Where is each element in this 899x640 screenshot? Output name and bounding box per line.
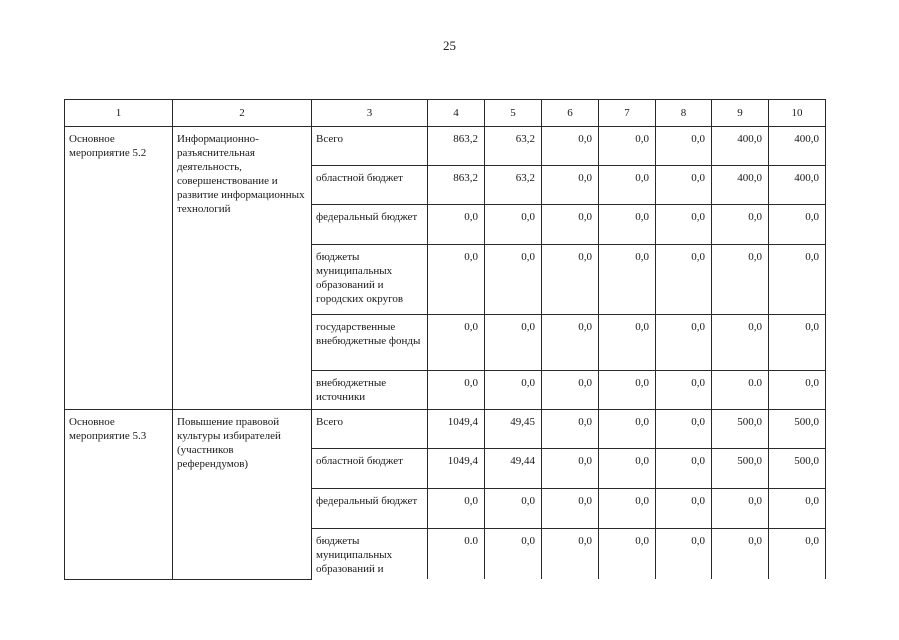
value-cell: 0,0 xyxy=(485,205,542,245)
value-cell: 0,0 xyxy=(599,449,656,489)
value-cell: 0,0 xyxy=(485,489,542,529)
value-cell: 0,0 xyxy=(769,315,826,371)
value-cell: 500,0 xyxy=(769,410,826,449)
value-cell: 1049,4 xyxy=(428,410,485,449)
funding-source-cell: Всего xyxy=(312,127,428,166)
funding-source-cell: бюджеты муниципальных образований и городских округов xyxy=(312,245,428,315)
value-cell: 0.0 xyxy=(428,529,485,580)
description-cell: Повышение правовой культуры избирателей (участников референдумов) xyxy=(173,410,312,580)
activity-cell: Основное мероприятие 5.2 xyxy=(65,127,173,410)
column-header: 1 xyxy=(65,100,173,127)
value-cell: 0,0 xyxy=(712,205,769,245)
value-cell: 0.0 xyxy=(712,371,769,410)
column-header: 5 xyxy=(485,100,542,127)
value-cell: 500,0 xyxy=(769,449,826,489)
value-cell: 0,0 xyxy=(599,529,656,580)
value-cell: 0,0 xyxy=(656,205,712,245)
value-cell: 63,2 xyxy=(485,166,542,205)
value-cell: 0,0 xyxy=(542,489,599,529)
funding-source-cell: государственные внебюджетные фонды xyxy=(312,315,428,371)
column-header: 6 xyxy=(542,100,599,127)
value-cell: 0,0 xyxy=(769,371,826,410)
value-cell: 0,0 xyxy=(542,529,599,580)
value-cell: 0,0 xyxy=(542,315,599,371)
value-cell: 0,0 xyxy=(712,245,769,315)
value-cell: 0,0 xyxy=(599,410,656,449)
header-row xyxy=(65,100,826,127)
value-cell: 0,0 xyxy=(542,166,599,205)
value-cell: 0,0 xyxy=(599,489,656,529)
value-cell: 0,0 xyxy=(712,489,769,529)
value-cell: 0,0 xyxy=(542,371,599,410)
budget-table xyxy=(64,99,826,580)
value-cell: 0,0 xyxy=(769,489,826,529)
value-cell: 0,0 xyxy=(712,529,769,580)
value-cell: 0,0 xyxy=(599,315,656,371)
value-cell: 1049,4 xyxy=(428,449,485,489)
value-cell: 0,0 xyxy=(428,315,485,371)
value-cell: 0,0 xyxy=(656,529,712,580)
value-cell: 0,0 xyxy=(656,315,712,371)
funding-source-cell: федеральный бюджет xyxy=(312,205,428,245)
value-cell: 400,0 xyxy=(712,127,769,166)
description-cell: Информационно-разъяснительная деятельность, совершенствование и развитие информационных технологий xyxy=(173,127,312,410)
value-cell: 0,0 xyxy=(656,245,712,315)
value-cell: 0,0 xyxy=(769,205,826,245)
value-cell: 0,0 xyxy=(542,410,599,449)
column-header: 10 xyxy=(769,100,826,127)
value-cell: 0,0 xyxy=(599,166,656,205)
value-cell: 0,0 xyxy=(542,245,599,315)
value-cell: 0,0 xyxy=(656,127,712,166)
value-cell: 0,0 xyxy=(428,489,485,529)
funding-source-cell: бюджеты муниципальных образований и xyxy=(312,529,428,580)
value-cell: 0,0 xyxy=(485,245,542,315)
value-cell: 0,0 xyxy=(656,489,712,529)
value-cell: 49,44 xyxy=(485,449,542,489)
table-row xyxy=(65,410,826,449)
value-cell: 0,0 xyxy=(542,449,599,489)
value-cell: 0,0 xyxy=(428,205,485,245)
value-cell: 0,0 xyxy=(428,371,485,410)
value-cell: 0,0 xyxy=(599,127,656,166)
value-cell: 0,0 xyxy=(542,127,599,166)
value-cell: 863,2 xyxy=(428,166,485,205)
value-cell: 0,0 xyxy=(485,529,542,580)
value-cell: 0,0 xyxy=(656,410,712,449)
column-header: 3 xyxy=(312,100,428,127)
value-cell: 0,0 xyxy=(656,371,712,410)
column-header: 4 xyxy=(428,100,485,127)
page-number: 25 xyxy=(443,38,456,53)
value-cell: 400,0 xyxy=(712,166,769,205)
value-cell: 0,0 xyxy=(542,205,599,245)
value-cell: 49,45 xyxy=(485,410,542,449)
value-cell: 0,0 xyxy=(769,529,826,580)
funding-source-cell: внебюджетные источники xyxy=(312,371,428,410)
table-row xyxy=(65,127,826,166)
funding-source-cell: областной бюджет xyxy=(312,166,428,205)
value-cell: 0,0 xyxy=(485,371,542,410)
value-cell: 0,0 xyxy=(656,449,712,489)
funding-source-cell: Всего xyxy=(312,410,428,449)
value-cell: 0,0 xyxy=(656,166,712,205)
column-header: 2 xyxy=(173,100,312,127)
value-cell: 0,0 xyxy=(485,315,542,371)
value-cell: 0,0 xyxy=(599,205,656,245)
value-cell: 0,0 xyxy=(428,245,485,315)
value-cell: 0,0 xyxy=(769,245,826,315)
column-header: 9 xyxy=(712,100,769,127)
value-cell: 63,2 xyxy=(485,127,542,166)
value-cell: 0,0 xyxy=(599,371,656,410)
value-cell: 500,0 xyxy=(712,449,769,489)
value-cell: 400,0 xyxy=(769,127,826,166)
activity-cell: Основное мероприятие 5.3 xyxy=(65,410,173,580)
value-cell: 400,0 xyxy=(769,166,826,205)
value-cell: 500,0 xyxy=(712,410,769,449)
value-cell: 0,0 xyxy=(599,245,656,315)
value-cell: 863,2 xyxy=(428,127,485,166)
funding-source-cell: федеральный бюджет xyxy=(312,489,428,529)
value-cell: 0,0 xyxy=(712,315,769,371)
column-header: 8 xyxy=(656,100,712,127)
funding-source-cell: областной бюджет xyxy=(312,449,428,489)
column-header: 7 xyxy=(599,100,656,127)
